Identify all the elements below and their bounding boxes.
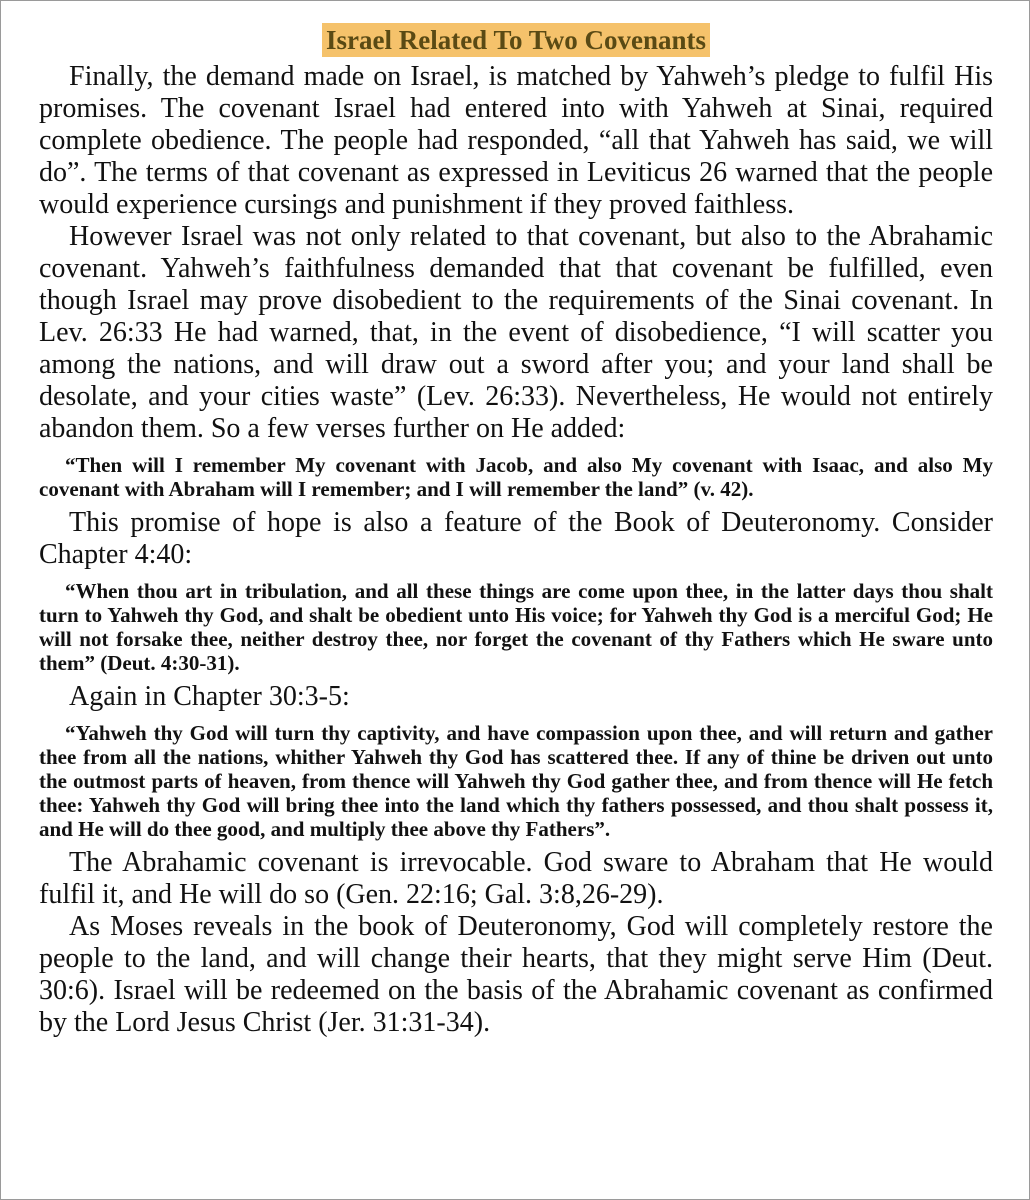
quote-leviticus: “Then will I remember My covenant with Jacob, and also My covenant with Isaac, and also My covenant with Abraham will I remember; and I will remember the land” (v. 42). xyxy=(39,453,993,501)
paragraph-5: The Abrahamic covenant is irrevocable. God sware to Abraham that He would fulfil it, and He will do so (Gen. 22:16; Gal. 3:8,26-29). xyxy=(39,847,993,910)
paragraph-4: Again in Chapter 30:3-5: xyxy=(69,681,350,712)
paragraph-3: This promise of hope is also a feature of the Book of Deuteronomy. Consider Chapter 4:40: xyxy=(39,507,993,570)
paragraph-2: However Israel was not only related to that covenant, but also to the Abrahamic covenant. Yahweh’s faithfulness demanded that that covenant be fulfilled, even though Israel may prove disobedient to the requirements of the Sinai covenant. In Lev. 26:33 He had warned, that, in the event of disobedience, “I will scatter you among the nations, and will draw out a sword after you; and your land shall be desolate, and your cities waste” (Lev. 26:33). Nevertheless, He would not entirely abandon them. So a few verses further on He added: xyxy=(39,221,993,444)
quote-deut-4: “When thou art in tribulation, and all these things are come upon thee, in the latter days thou shalt turn to Yahweh thy God, and shalt be obedient unto His voice; for Yahweh thy God is a merciful God; He will not forsake thee, neither destroy thee, nor forget the covenant of thy Fathers which He sware unto them” (Deut. 4:30-31). xyxy=(39,579,993,675)
quote-deut-30: “Yahweh thy God will turn thy captivity, and have compassion upon thee, and will return and gather thee from all the nations, whither Yahweh thy God has scattered thee. If any of thine be driven out unto the outmost parts of heaven, from thence will Yahweh thy God gather thee, and from thence will He fetch thee: Yahweh thy God will bring thee into the land which thy fathers possessed, and thou shalt possess it, and He will do thee good, and multiply thee above thy Fathers”. xyxy=(39,721,993,841)
paragraph-6: As Moses reveals in the book of Deuteronomy, God will completely restore the people to the land, and will change their hearts, that they might serve Him (Deut. 30:6). Israel will be redeemed on the basis of the Abrahamic covenant as confirmed by the Lord Jesus Christ (Jer. 31:31-34). xyxy=(39,911,993,1038)
paragraph-1: Finally, the demand made on Israel, is matched by Yahweh’s pledge to fulfil His promises. The covenant Israel had entered into with Yahweh at Sinai, required complete obedience. The people had responded, “all that Yahweh has said, we will do”. The terms of that covenant as expressed in Leviticus 26 warned that the people would experience cursings and punishment if they proved faithless. xyxy=(39,61,993,220)
title-container xyxy=(39,23,993,57)
section-title: Israel Related To Two Covenants xyxy=(322,23,710,57)
